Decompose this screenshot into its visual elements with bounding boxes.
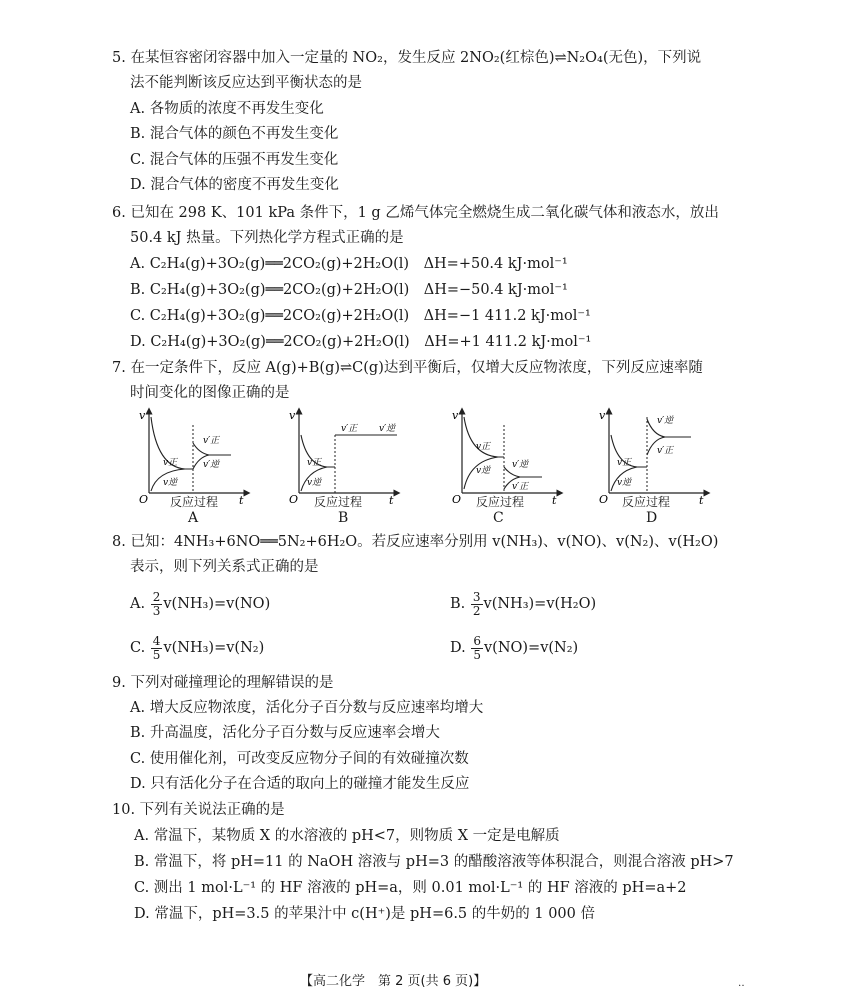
fraction: $\frac{2}{3}$: [152, 589, 161, 618]
graph-a-v-reverse2: v′逆: [203, 460, 220, 470]
q5-option-d: D. 混合气体的密度不再发生变化: [130, 177, 339, 193]
graph-c-label: C: [493, 510, 504, 526]
q9-option-b: B. 升高温度，活化分子百分数与反应速率会增大: [130, 725, 440, 741]
q10-option-a: A. 常温下，某物质 X 的水溶液的 pH<7，则物质 X 一定是电解质: [134, 828, 560, 844]
q9-option-c: C. 使用催化剂，可改变反应物分子间的有效碰撞次数: [130, 751, 469, 767]
q5-stem-line2: 法不能判断该反应达到平衡状态的是: [130, 75, 362, 91]
graph-a-v-forward: v正: [163, 458, 178, 468]
axis-v-label: v: [139, 409, 146, 422]
graph-b-v-forward2: v′正: [341, 424, 358, 434]
q10-option-c: C. 测出 1 mol·L⁻¹ 的 HF 溶液的 pH=a，则 0.01 mol·L⁻¹ 的 HF 溶液的 pH=a+2: [134, 880, 687, 896]
graph-c-v-forward2: v′逆: [512, 460, 529, 470]
fraction: $\frac{6}{5}$: [473, 633, 481, 662]
axis-t-label: t: [699, 494, 704, 507]
page-footer: 【高二化学 第 2 页(共 6 页)】: [300, 974, 487, 989]
axis-v-label: v: [289, 409, 296, 422]
q6-option-b: B. C₂H₄(g)+3O₂(g)══2CO₂(g)+2H₂O(l) ΔH=−50.4 kJ·mol⁻¹: [130, 282, 568, 298]
axis-v-label: v: [452, 409, 459, 422]
axis-t-label: t: [552, 494, 557, 507]
graph-a-v-reverse: v逆: [163, 478, 178, 488]
q6-option-c: C. C₂H₄(g)+3O₂(g)══2CO₂(g)+2H₂O(l) ΔH=−1 411.2 kJ·mol⁻¹: [130, 308, 591, 324]
origin-label: O: [599, 493, 609, 506]
graph-d-v-reverse2: v′正: [657, 446, 674, 456]
q5-option-b: B. 混合气体的颜色不再发生变化: [130, 126, 339, 142]
graph-d-v-reverse: v逆: [617, 478, 632, 488]
graph-a-label: A: [188, 510, 199, 526]
q8-option-a: A. $\frac{2}{3}$ v(NH₃)=v(NO): [130, 589, 271, 618]
q7-stem-line1: 7. 在一定条件下，反应 A(g)+B(g)⇌C(g)达到平衡后，仅增大反应物浓度，下列反应速率随: [112, 360, 703, 376]
q8-stem-line1: 8. 已知：4NH₃+6NO══5N₂+6H₂O。若反应速率分别用 v(NH₃)、v(NO)、v(N₂)、v(H₂O): [112, 534, 719, 550]
graph-d: [595, 405, 713, 505]
graph-a: [135, 405, 253, 505]
graph-d-label: D: [646, 510, 658, 526]
q8-stem-line2: 表示，则下列关系式正确的是: [130, 559, 319, 575]
graph-a-xlabel: 反应过程: [170, 495, 219, 509]
q6-option-a: A. C₂H₄(g)+3O₂(g)══2CO₂(g)+2H₂O(l) ΔH=+50.4 kJ·mol⁻¹: [130, 256, 568, 272]
axis-v-label: v: [599, 409, 606, 422]
q5-option-c: C. 混合气体的压强不再发生变化: [130, 152, 339, 168]
graph-b-v-reverse: v逆: [307, 478, 322, 488]
q6-stem-line1: 6. 已知在 298 K、101 kPa 条件下，1 g 乙烯气体完全燃烧生成二氧化碳气体和液态水，放出: [112, 205, 719, 221]
graph-c-xlabel: 反应过程: [476, 495, 525, 509]
graph-c: [448, 405, 566, 505]
graph-a-v-forward2: v′正: [203, 436, 220, 446]
graph-b-v-forward: v正: [307, 458, 322, 468]
q10-option-b: B. 常温下，将 pH=11 的 NaOH 溶液与 pH=3 的醋酸溶液等体积混合，则混合溶液 pH>7: [134, 854, 734, 870]
graph-d-v-forward2: v′逆: [657, 416, 674, 426]
q8-option-d: D. $\frac{6}{5}$ v(NO)=v(N₂): [450, 633, 579, 662]
q9-stem: 9. 下列对碰撞理论的理解错误的是: [112, 675, 334, 691]
origin-label: O: [289, 493, 299, 506]
fraction: $\frac{3}{2}$: [472, 589, 481, 618]
origin-label: O: [139, 493, 149, 506]
q6-stem-line2: 50.4 kJ 热量。下列热化学方程式正确的是: [130, 230, 404, 246]
graph-c-v-forward: v正: [476, 442, 491, 452]
graph-b-label: B: [338, 510, 349, 526]
origin-label: O: [452, 493, 462, 506]
q5-stem-line1: 5. 在某恒容密闭容器中加入一定量的 NO₂，发生反应 2NO₂(红棕色)⇌N₂O₄(无色)，下列说: [112, 50, 702, 66]
graph-c-v-reverse2: v′正: [512, 482, 529, 492]
axis-t-label: t: [389, 494, 394, 507]
axis-t-label: t: [239, 494, 244, 507]
graph-b: [285, 405, 403, 505]
q6-option-d: D. C₂H₄(g)+3O₂(g)══2CO₂(g)+2H₂O(l) ΔH=+1 411.2 kJ·mol⁻¹: [130, 334, 592, 350]
q8-option-c: C. $\frac{4}{5}$ v(NH₃)=v(N₂): [130, 633, 265, 662]
q10-stem: 10. 下列有关说法正确的是: [112, 802, 285, 818]
q7-stem-line2: 时间变化的图像正确的是: [130, 385, 290, 401]
q10-option-d: D. 常温下，pH=3.5 的苹果汁中 c(H⁺)是 pH=6.5 的牛奶的 1 000 倍: [134, 906, 595, 922]
fraction: $\frac{4}{5}$: [152, 633, 161, 662]
q9-option-a: A. 增大反应物浓度，活化分子百分数与反应速率均增大: [130, 700, 484, 716]
graph-b-v-reverse2: v′逆: [379, 424, 396, 434]
graph-d-xlabel: 反应过程: [622, 495, 671, 509]
q8-option-b: B. $\frac{3}{2}$ v(NH₃)=v(H₂O): [450, 589, 597, 618]
graph-c-v-reverse: v逆: [476, 466, 491, 476]
q9-option-d: D. 只有活化分子在合适的取向上的碰撞才能发生反应: [130, 776, 470, 792]
corner-mark: ‥: [738, 978, 745, 989]
q5-option-a: A. 各物质的浓度不再发生变化: [130, 101, 324, 117]
graph-b-xlabel: 反应过程: [314, 495, 363, 509]
graph-d-v-forward: v正: [617, 458, 632, 468]
